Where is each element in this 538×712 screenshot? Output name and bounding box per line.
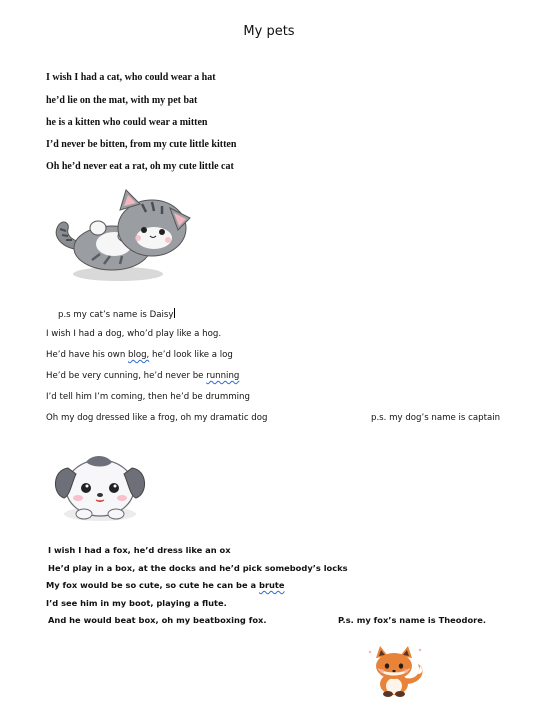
cat-poem-line-5: Oh he’d never eat a rat, oh my cute little cat — [46, 161, 234, 172]
fox-poem-line-5: And he would beat box, oh my beatboxing fox. — [48, 615, 267, 625]
fox-poem-line-1: I wish I had a fox, he’d dress like an ox — [48, 545, 231, 555]
spellcheck-word-running[interactable]: running — [206, 371, 240, 381]
cat-name-note: p.s my cat’s name is Daisy — [58, 310, 174, 320]
spellcheck-word-blog[interactable]: blog, — [128, 350, 150, 360]
cat-poem-line-2: he’d lie on the mat, with my pet bat — [46, 95, 198, 106]
cat-illustration — [50, 182, 195, 287]
fox-illustration — [364, 644, 428, 698]
cat-poem-line-3: he is a kitten who could wear a mitten — [46, 117, 208, 128]
dog-poem-line-1: I wish I had a dog, who’d play like a hog. — [46, 329, 222, 339]
dog-poem-line-5: Oh my dog dressed like a frog, oh my dramatic dog — [46, 413, 268, 423]
dog-illustration — [48, 438, 153, 533]
fox-name-note: P.s. my fox’s name is Theodore. — [338, 615, 487, 625]
fox-poem-line-2: He’d play in a box, at the docks and he’d pick somebody’s locks — [48, 563, 348, 573]
text-cursor — [174, 308, 175, 318]
spellcheck-word-brute[interactable]: brute — [259, 580, 285, 590]
cat-poem-line-4: I’d never be bitten, from my cute little kitten — [46, 139, 237, 150]
dog-poem-line-2: He’d have his own blog, he’d look like a log — [46, 350, 233, 360]
fox-poem-line-3: My fox would be so cute, so cute he can be a brute — [46, 580, 285, 590]
dog-poem-line-3: He’d be very cunning, he’d never be running — [46, 371, 240, 381]
dog-poem-line-4: I’d tell him I’m coming, then he’d be drumming — [46, 392, 250, 402]
dog-name-note: p.s. my dog’s name is captain — [371, 413, 501, 423]
page-title: My pets — [243, 24, 295, 39]
fox-poem-line-4: I’d see him in my boot, playing a flute. — [46, 598, 227, 608]
cat-poem-line-1: I wish I had a cat, who could wear a hat — [46, 72, 216, 83]
